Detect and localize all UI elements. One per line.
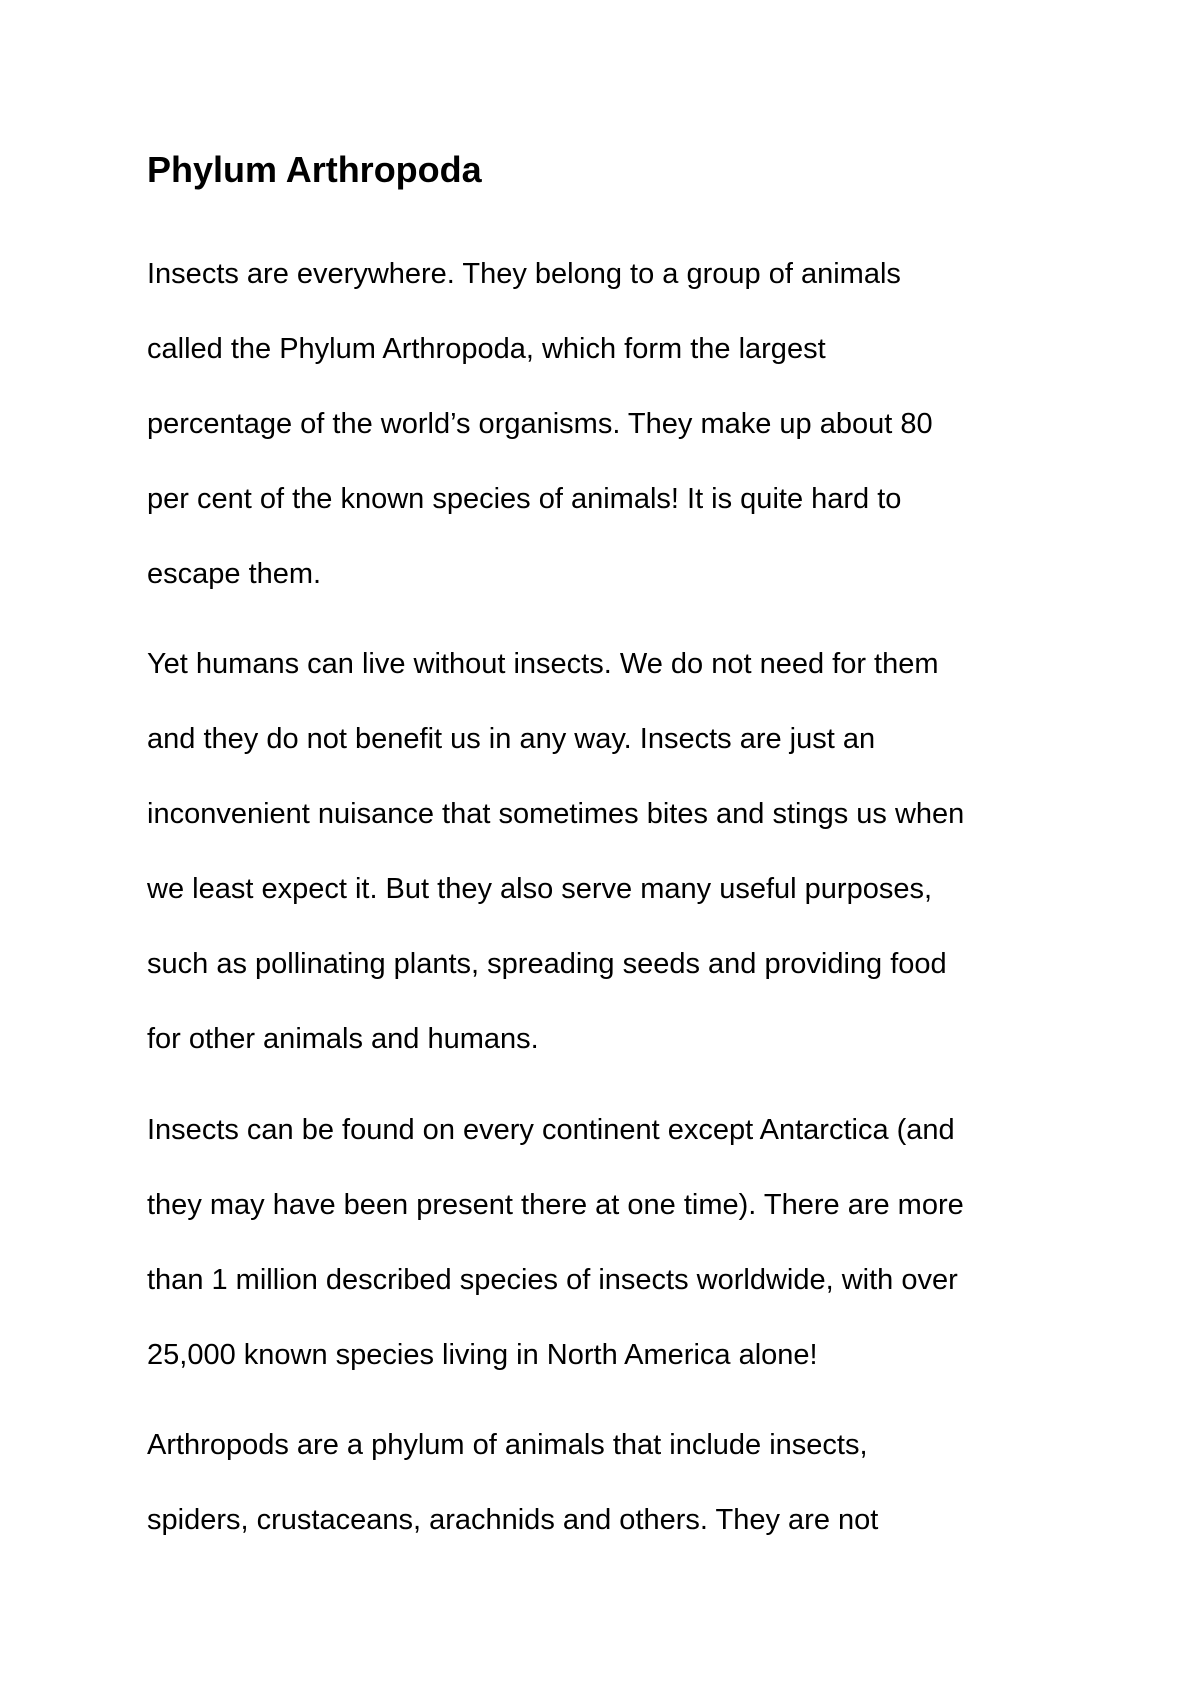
paragraph-line: escape them. [147,558,322,590]
paragraph-line: and they do not benefit us in any way. Insects are just an [147,723,876,755]
paragraph-line: spiders, crustaceans, arachnids and others. They are not [147,1504,879,1536]
paragraph-line: percentage of the world’s organisms. They make up about 80 [147,408,933,440]
paragraph-line: such as pollinating plants, spreading seeds and providing food [147,948,947,980]
paragraph-line: called the Phylum Arthropoda, which form the largest [147,333,826,365]
document-title: Phylum Arthropoda [147,149,482,190]
paragraph-line: than 1 million described species of insects worldwide, with over [147,1264,958,1296]
paragraph-line: Insects can be found on every continent except Antarctica (and [147,1114,955,1146]
paragraph-line: they may have been present there at one time). There are more [147,1189,964,1221]
paragraph-line: Yet humans can live without insects. We do not need for them [147,648,939,680]
paragraph-line: for other animals and humans. [147,1023,539,1055]
paragraph-line: we least expect it. But they also serve many useful purposes, [147,873,933,905]
paragraph-line: per cent of the known species of animals! It is quite hard to [147,483,902,515]
paragraph-line: 25,000 known species living in North America alone! [147,1339,818,1371]
paragraph-line: inconvenient nuisance that sometimes bites and stings us when [147,798,965,830]
paragraph-line: Arthropods are a phylum of animals that include insects, [147,1429,868,1461]
paragraph-line: Insects are everywhere. They belong to a group of animals [147,258,901,290]
